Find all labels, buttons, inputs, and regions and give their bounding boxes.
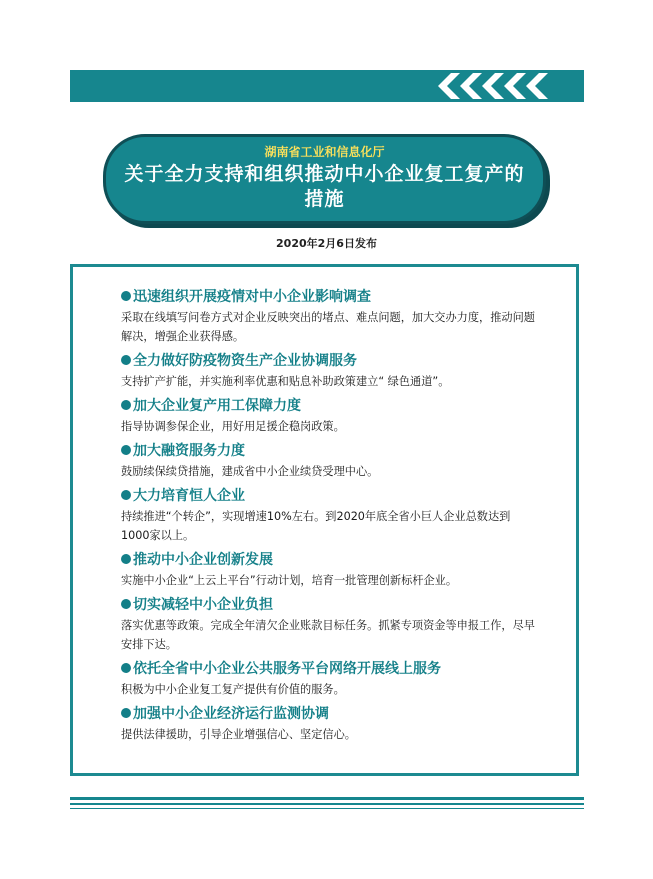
item-title: 加大融资服务力度	[121, 441, 538, 461]
bullet-icon	[121, 490, 131, 500]
divider	[70, 803, 584, 805]
publish-date: 2020年2月6日发布	[276, 237, 377, 250]
item-body: 指导协调参保企业，用好用足援企稳岗政策。	[121, 420, 345, 433]
item-body: 实施中小企业“上云上平台”行动计划，培育一批管理创新标杆企业。	[121, 574, 458, 587]
divider	[70, 797, 584, 800]
bullet-icon	[121, 400, 131, 410]
title-banner	[103, 134, 546, 224]
item-title: 迅速组织开展疫情对中小企业影响调查	[121, 287, 538, 307]
item-title: 加强中小企业经济运行监测协调	[121, 704, 538, 724]
item-body: 积极为中小企业复工复产提供有价值的服务。	[121, 683, 345, 696]
list-item	[121, 704, 538, 744]
bullet-icon	[121, 291, 131, 301]
chevron-arrows-icon	[438, 73, 578, 99]
item-body: 采取在线填写问卷方式对企业反映突出的堵点、难点问题，加大交办力度，推动问题解决，增强企业获得感。	[121, 311, 535, 343]
issuer-label: 湖南省工业和信息化厅	[264, 145, 385, 159]
bullet-icon	[121, 355, 131, 365]
bullet-icon	[121, 599, 131, 609]
item-title: 切实减轻中小企业负担	[121, 595, 538, 615]
item-body: 提供法律援助，引导企业增强信心、坚定信心。	[121, 728, 356, 741]
bullet-icon	[121, 708, 131, 718]
measures-list	[70, 264, 579, 776]
list-item	[121, 396, 538, 436]
bullet-icon	[121, 663, 131, 673]
item-title: 全力做好防疫物资生产企业协调服务	[121, 351, 538, 371]
bullet-icon	[121, 554, 131, 564]
bottom-decorative-rule	[70, 797, 584, 809]
list-item	[121, 441, 538, 481]
item-body: 落实优惠等政策。完成全年清欠企业账款目标任务。抓紧专项资金等申报工作，尽早安排下达。	[121, 619, 535, 651]
item-title: 大力培育恒人企业	[121, 486, 538, 506]
item-body: 鼓励续保续贷措施，建成省中小企业续贷受理中心。	[121, 465, 379, 478]
divider	[70, 808, 584, 809]
list-item	[121, 659, 538, 699]
page-title: 关于全力支持和组织推动中小企业复工复产的措施	[124, 163, 525, 210]
item-title: 推动中小企业创新发展	[121, 550, 538, 570]
list-item	[121, 550, 538, 590]
top-decorative-band	[70, 70, 584, 102]
list-item	[121, 351, 538, 391]
bullet-icon	[121, 445, 131, 455]
item-body: 持续推进“个转企”，实现增速10%左右。到2020年底全省小巨人企业总数达到1000家以上。	[121, 510, 511, 542]
item-title: 依托全省中小企业公共服务平台网络开展线上服务	[121, 659, 538, 679]
list-item	[121, 595, 538, 654]
item-body: 支持扩产扩能，并实施利率优惠和贴息补助政策建立“ 绿色通道”。	[121, 375, 450, 388]
list-item	[121, 287, 538, 346]
item-title: 加大企业复产用工保障力度	[121, 396, 538, 416]
list-item	[121, 486, 538, 545]
